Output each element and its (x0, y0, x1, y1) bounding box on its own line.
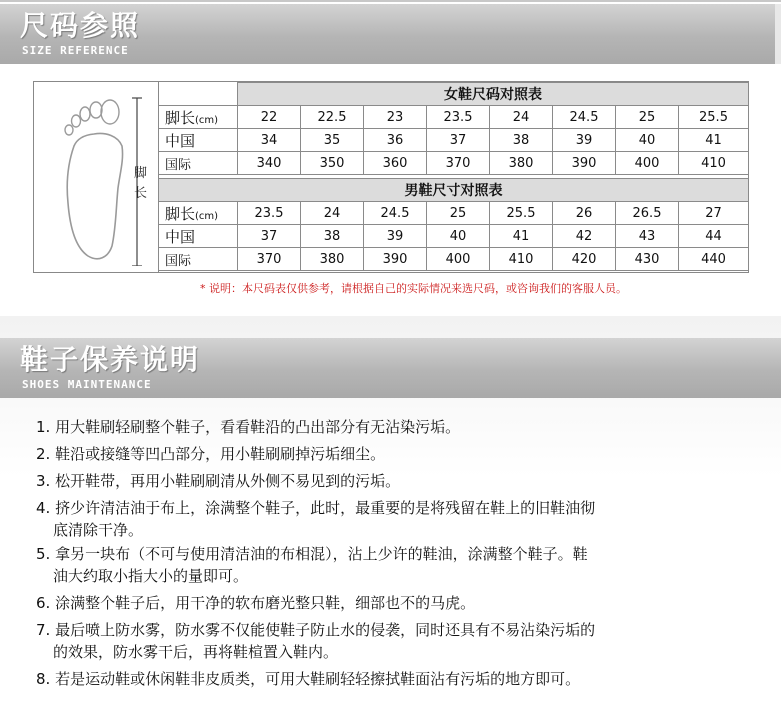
list-item: 6. 涂满整个鞋子后，用干净的软布磨光整只鞋，细部也不的马虎。 (36, 594, 476, 612)
men-table-title: 男鞋尺寸对照表 (159, 179, 749, 202)
care-instructions (0, 405, 781, 705)
size-reference-title: 尺码参照 (20, 9, 141, 42)
list-item-continued: 底清除干净。 (53, 521, 144, 539)
shoes-maintenance-subtitle: SHOES MAINTENANCE (22, 378, 152, 391)
list-item: 5. 拿另一块布（不可与使用清洁油的布相混），沾上少许的鞋油，涂满整个鞋子。鞋 (36, 545, 588, 563)
row-label-foot-length: 脚长(cm) (159, 202, 238, 225)
women-table-title: 女鞋尺码对照表 (238, 83, 749, 106)
size-reference-banner (0, 4, 781, 64)
list-item: 1. 用大鞋刷轻刷整个鞋子，看看鞋沿的凸出部分有无沾染污垢。 (36, 418, 461, 436)
row-label-china: 中国 (159, 129, 238, 152)
table-row: 中国 34 35 36 37 38 39 40 41 (159, 129, 749, 152)
table-row: 国际 340 350 360 370 380 390 400 410 (159, 152, 749, 175)
women-size-table (158, 82, 749, 175)
size-reference-subtitle: SIZE REFERENCE (22, 44, 129, 57)
size-reference-box (33, 81, 749, 273)
list-item: 7. 最后喷上防水雾，防水雾不仅能使鞋子防止水的侵袭，同时还具有不易沾染污垢的 (36, 621, 596, 639)
list-item: 3. 松开鞋带，再用小鞋刷刷清从外侧不易见到的污垢。 (36, 472, 401, 490)
list-item: 4. 挤少许清洁油于布上，涂满整个鞋子，此时，最重要的是将残留在鞋上的旧鞋油彻 (36, 499, 596, 517)
shoes-maintenance-title: 鞋子保养说明 (20, 343, 201, 376)
foot-length-label: 脚长 (134, 166, 148, 201)
table-row: 中国 37 38 39 40 41 42 43 44 (159, 225, 749, 248)
top-border (0, 0, 781, 2)
list-item-continued: 的效果，防水雾干后，再将鞋楦置入鞋内。 (53, 643, 339, 661)
foot-diagram (34, 82, 159, 272)
row-label-international: 国际 (159, 248, 238, 271)
row-label-foot-length: 脚长(cm) (159, 106, 238, 129)
list-item-continued: 油大约取小指大小的量即可。 (53, 567, 249, 585)
table-row: 国际 370 380 390 400 410 420 430 440 (159, 248, 749, 271)
men-size-table (158, 178, 749, 271)
size-note: * 说明：本尺码表仅供参考，请根据自己的实际情况来选尺码，或咨询我们的客服人员。 (200, 282, 627, 295)
list-item: 2. 鞋沿或接缝等凹凸部分，用小鞋刷刷掉污垢细尘。 (36, 445, 386, 463)
table-row: 脚长(cm) 22 22.5 23 23.5 24 24.5 25 25.5 (159, 106, 749, 129)
row-label-china: 中国 (159, 225, 238, 248)
row-label-international: 国际 (159, 152, 238, 175)
table-row: 脚长(cm) 23.5 24 24.5 25 25.5 26 26.5 27 (159, 202, 749, 225)
shoes-maintenance-banner (0, 338, 781, 398)
list-item: 8. 若是运动鞋或休闲鞋非皮质类，可用大鞋刷轻轻擦拭鞋面沾有污垢的地方即可。 (36, 670, 581, 688)
